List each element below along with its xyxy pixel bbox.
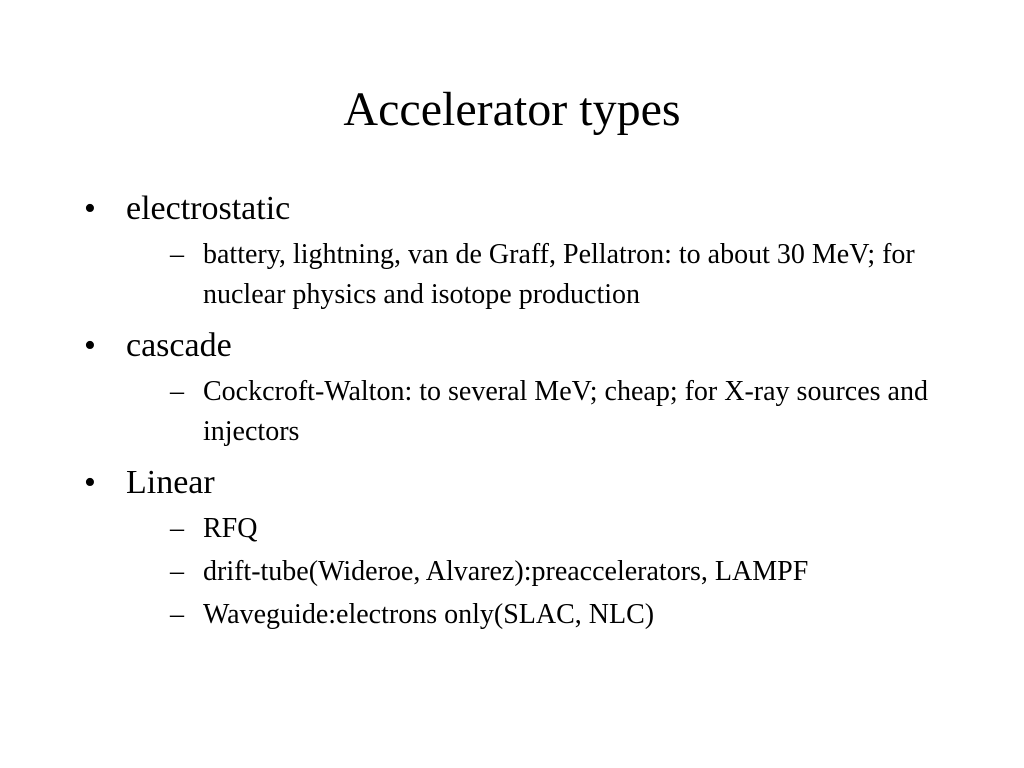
sub-item xyxy=(170,372,942,452)
bullet-text: electrostatic xyxy=(126,190,291,227)
sub-item-text: drift-tube(Wideroe, Alvarez):preaccelerators, LAMPF xyxy=(203,556,809,587)
sub-item-text: RFQ xyxy=(203,513,258,544)
bullet-icon: • xyxy=(84,464,96,501)
sub-item xyxy=(170,235,942,315)
bullet-text: Linear xyxy=(126,464,215,501)
dash-icon: – xyxy=(170,239,184,270)
bullet-list xyxy=(82,186,942,635)
bullet-icon: • xyxy=(84,190,96,227)
dash-icon: – xyxy=(170,376,184,407)
sub-item-text: battery, lightning, van de Graff, Pellatron: to about 30 MeV; for nuclear physics and isotope production xyxy=(203,239,915,310)
sub-item xyxy=(170,552,942,592)
sub-item-text: Waveguide:electrons only(SLAC, NLC) xyxy=(203,599,655,630)
sub-item-text: Cockcroft-Walton: to several MeV; cheap; for X-ray sources and injectors xyxy=(203,376,928,447)
sub-item xyxy=(170,595,942,635)
sub-item xyxy=(170,509,942,549)
bullet-text: cascade xyxy=(126,327,232,364)
bullet-item-electrostatic xyxy=(82,186,942,232)
slide-title: Accelerator types xyxy=(343,83,681,136)
bullet-icon: • xyxy=(84,327,96,364)
bullet-item-cascade xyxy=(82,323,942,369)
bullet-item-linear xyxy=(82,460,942,506)
dash-icon: – xyxy=(170,599,184,630)
dash-icon: – xyxy=(170,556,184,587)
dash-icon: – xyxy=(170,513,184,544)
